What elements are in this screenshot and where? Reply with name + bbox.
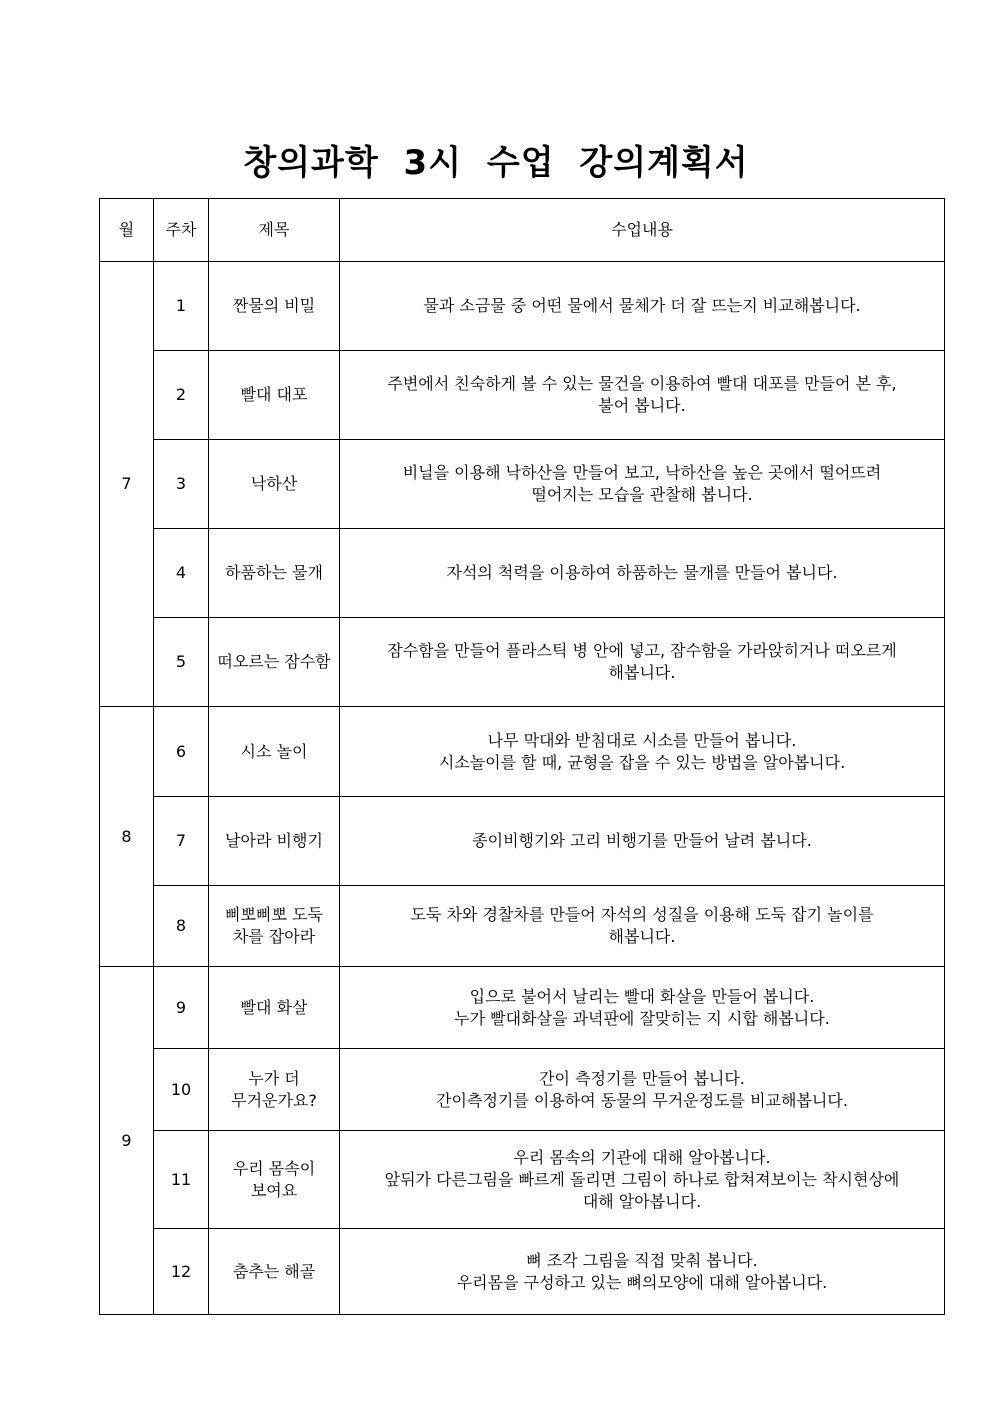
content-cell: 물과 소금물 중 어떤 물에서 물체가 더 잘 뜨는지 비교해봅니다.: [340, 262, 945, 351]
content-cell: 우리 몸속의 기관에 대해 알아봅니다. 앞뒤가 다른그림을 빠르게 돌리면 그림이 하나로 합쳐져보이는 착시현상에 대해 알아봅니다.: [340, 1131, 945, 1229]
week-cell: 4: [154, 529, 209, 618]
table-header-row: [100, 199, 945, 262]
title-cell: 삐뽀삐뽀 도둑 차를 잡아라: [209, 886, 340, 967]
title-cell: 하품하는 물개: [209, 529, 340, 618]
content-cell: 도둑 차와 경찰차를 만들어 자석의 성질을 이용해 도둑 잡기 놀이를 해봅니다.: [340, 886, 945, 967]
table-row: [100, 1049, 945, 1131]
title-cell: 우리 몸속이 보여요: [209, 1131, 340, 1229]
title-cell: 누가 더 무거운가요?: [209, 1049, 340, 1131]
week-cell: 9: [154, 967, 209, 1049]
table-row: [100, 351, 945, 440]
title-cell: 낙하산: [209, 440, 340, 529]
content-cell: 입으로 불어서 날리는 빨대 화살을 만들어 봅니다. 누가 빨대화살을 과녁판에 잘맞히는 지 시합 해봅니다.: [340, 967, 945, 1049]
title-cell: 시소 놀이: [209, 707, 340, 797]
month-cell: 7: [100, 262, 154, 707]
table-row: [100, 440, 945, 529]
content-cell: 나무 막대와 받침대로 시소를 만들어 봅니다. 시소놀이를 할 때, 균형을 잡을 수 있는 방법을 알아봅니다.: [340, 707, 945, 797]
header-month: 월: [100, 199, 154, 262]
month-cell: 9: [100, 967, 154, 1315]
content-cell: 자석의 척력을 이용하여 하품하는 물개를 만들어 봅니다.: [340, 529, 945, 618]
lesson-plan-table: [99, 198, 945, 1315]
week-cell: 1: [154, 262, 209, 351]
table-row: [100, 967, 945, 1049]
title-cell: 짠물의 비밀: [209, 262, 340, 351]
title-cell: 빨대 대포: [209, 351, 340, 440]
content-cell: 간이 측정기를 만들어 봅니다. 간이측정기를 이용하여 동물의 무거운정도를 비교해봅니다.: [340, 1049, 945, 1131]
week-cell: 8: [154, 886, 209, 967]
page-title: 창의과학 3시 수업 강의계획서: [243, 143, 749, 183]
week-cell: 7: [154, 797, 209, 886]
table-row: [100, 529, 945, 618]
content-cell: 종이비행기와 고리 비행기를 만들어 날려 봅니다.: [340, 797, 945, 886]
table-row: [100, 618, 945, 707]
month-cell: 8: [100, 707, 154, 967]
content-cell: 주변에서 친숙하게 볼 수 있는 물건을 이용하여 빨대 대포를 만들어 본 후, 불어 봅니다.: [340, 351, 945, 440]
content-cell: 비닐을 이용해 낙하산을 만들어 보고, 낙하산을 높은 곳에서 떨어뜨려 떨어지는 모습을 관찰해 봅니다.: [340, 440, 945, 529]
week-cell: 6: [154, 707, 209, 797]
table-row: [100, 797, 945, 886]
title-cell: 빨대 화살: [209, 967, 340, 1049]
table-row: [100, 1131, 945, 1229]
title-cell: 날아라 비행기: [209, 797, 340, 886]
week-cell: 5: [154, 618, 209, 707]
table-row: [100, 707, 945, 797]
table-row: [100, 886, 945, 967]
week-cell: 12: [154, 1229, 209, 1315]
week-cell: 10: [154, 1049, 209, 1131]
content-cell: 뼈 조각 그림을 직접 맞춰 봅니다. 우리몸을 구성하고 있는 뼈의모양에 대해 알아봅니다.: [340, 1229, 945, 1315]
week-cell: 11: [154, 1131, 209, 1229]
title-cell: 춤추는 해골: [209, 1229, 340, 1315]
week-cell: 2: [154, 351, 209, 440]
table-row: [100, 262, 945, 351]
title-cell: 떠오르는 잠수함: [209, 618, 340, 707]
header-week: 주차: [154, 199, 209, 262]
table-body: [100, 262, 945, 1315]
content-cell: 잠수함을 만들어 플라스틱 병 안에 넣고, 잠수함을 가라앉히거나 떠오르게 해봅니다.: [340, 618, 945, 707]
week-cell: 3: [154, 440, 209, 529]
header-content: 수업내용: [340, 199, 945, 262]
header-title: 제목: [209, 199, 340, 262]
table-row: [100, 1229, 945, 1315]
